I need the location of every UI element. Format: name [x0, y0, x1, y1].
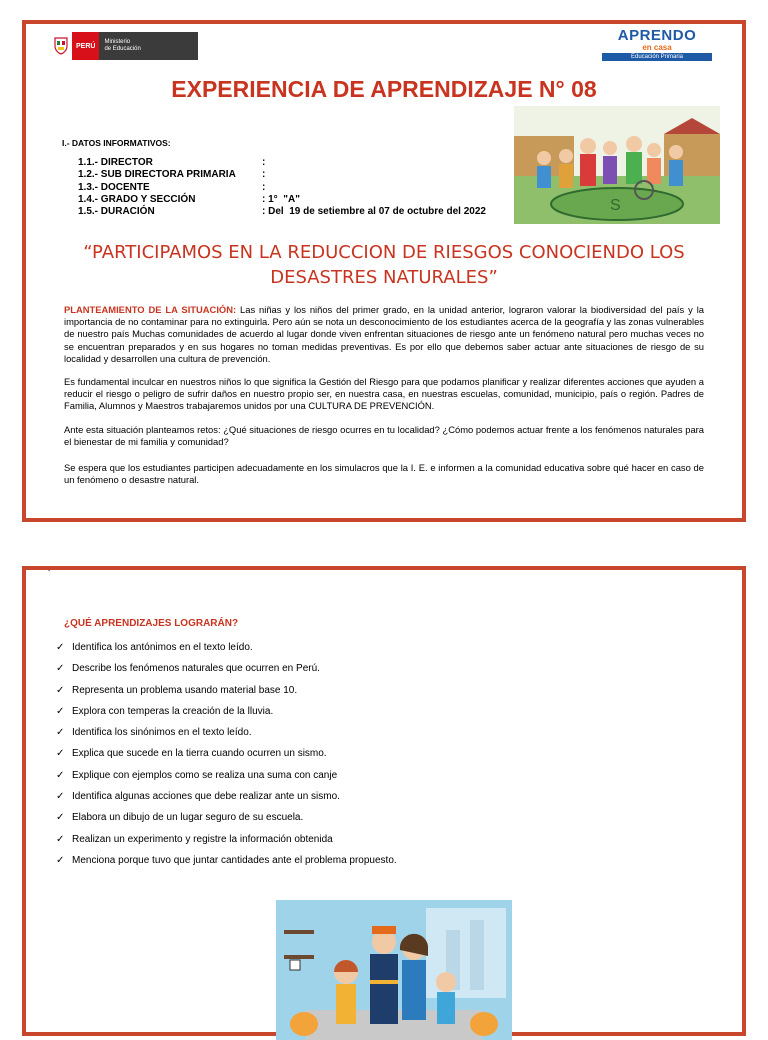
list-item — [56, 748, 397, 769]
peru-label: PERÚ — [72, 32, 99, 60]
paragraph: Es fundamental inculcar en nuestros niños lo que significa la Gestión del Riesgo para que podamos planificar y realizar diferentes acciones que ayuden a reducir el riesgo o peligro de sufrir daños en nuestro propio ser, en nuestra casa, en nuestras escuelas, comunidad, municipio, país o región. Padres de Familia, Alumnos y Maestros trabajaremos unidos por una CULTURA DE PREVENCIÓN. — [64, 376, 704, 412]
peru-shield-icon — [50, 32, 72, 60]
planteamiento-paragraph — [64, 304, 704, 365]
check-icon: ✓ — [56, 812, 65, 824]
datos-value: : Del 19 de setiembre al 07 de octubre del 2022 — [262, 206, 486, 218]
aprendizajes-heading: ¿QUÉ APRENDIZAJES LOGRARÁN? — [64, 618, 239, 629]
list-item — [56, 855, 397, 876]
page-mark: - — [48, 568, 51, 575]
svg-text:S: S — [610, 197, 621, 214]
datos-label: 1.3.- DOCENTE — [78, 181, 150, 193]
datos-label: 1.4.- GRADO Y SECCIÓN — [78, 193, 196, 205]
check-icon: ✓ — [56, 727, 65, 739]
paragraph: Ante esta situación planteamos retos: ¿Qué situaciones de riesgo ocurres en tu localidad? ¿Cómo podemos actuar frente a los fenómenos naturales para el bienestar de mi familia y comunidad? — [64, 424, 704, 448]
ministerio-line1: Ministerio — [104, 39, 131, 45]
aprendo-sub: en casa — [642, 43, 672, 52]
datos-value: : — [262, 181, 266, 193]
datos-row — [78, 182, 486, 194]
list-item-text: Menciona porque tuvo que juntar cantidades ante el problema propuesto. — [72, 854, 397, 866]
family-safety-illustration — [276, 900, 512, 1040]
paragraph: Se espera que los estudiantes participen adecuadamente en los simulacros que la I. E. e informen a la comunidad educativa sobre qué hacer en caso de un fenómeno o desastre natural. — [64, 462, 704, 486]
list-item-text: Representa un problema usando material base 10. — [72, 684, 298, 696]
check-icon: ✓ — [56, 663, 65, 675]
document-page-1 — [22, 20, 746, 522]
datos-row — [78, 194, 486, 206]
document-page-2 — [22, 566, 746, 1036]
list-item-text: Identifica algunas acciones que debe realizar ante un sismo. — [72, 791, 340, 803]
list-item — [56, 791, 397, 812]
list-item — [56, 812, 397, 833]
datos-label: 1.2.- SUB DIRECTORA PRIMARIA — [78, 169, 236, 181]
check-icon: ✓ — [56, 791, 65, 803]
list-item-text: Identifica los antónimos en el texto leído. — [72, 642, 253, 653]
check-icon: ✓ — [56, 642, 65, 653]
aprendo-en-casa-logo — [594, 28, 720, 62]
list-item — [56, 642, 397, 663]
datos-value: : 1° "A" — [262, 193, 300, 205]
list-item-text: Elabora un dibujo de un lugar seguro de su escuela. — [72, 812, 304, 824]
list-item-text: Identifica los sinónimos en el texto leído. — [72, 727, 252, 739]
datos-label: 1.5.- DURACIÓN — [78, 206, 155, 218]
datos-row — [78, 157, 486, 169]
aprendo-level: Educación Primaria — [602, 53, 712, 61]
situation-title: “PARTICIPAMOS EN LA REDUCCION DE RIESGOS CONOCIENDO LOS DESASTRES NATURALES” — [83, 242, 685, 288]
children-safe-zone-illustration — [514, 106, 720, 224]
datos-label: 1.1.- DIRECTOR — [78, 157, 153, 168]
list-item — [56, 663, 397, 684]
document-title: EXPERIENCIA DE APRENDIZAJE N° 08 — [171, 76, 597, 102]
list-item — [56, 770, 397, 791]
list-item-text: Realizan un experimento y registre la información obtenida — [72, 833, 333, 845]
check-icon: ✓ — [56, 833, 65, 845]
ministerio-line2: de Educación — [104, 46, 141, 52]
check-icon: ✓ — [56, 854, 65, 866]
planteamiento-text: Las niñas y los niños del primer grado, en la unidad anterior, lograron valorar la biodiversidad del país y la importancia de no contaminar para no extinguirla. Pero aún se nota un desconocimiento de los estudiantes acerca de la geografía y las zonas vulnerables de nuestro país Muchas comunidades de acuerdo al lugar donde viven enfrentan situaciones de riesgo ante un fenómeno natural pero muchas veces no se encuentran preparados y en sus hogares no toman medidas preventivas. Es por ello que debemos saber actuar ante situaciones de riesgo de su localidad y desarrollen una cultura de prevención. — [64, 304, 704, 364]
aprendizajes-list — [56, 642, 397, 876]
ministerio-label — [99, 32, 198, 60]
list-item — [56, 685, 397, 706]
datos-heading: I.- DATOS INFORMATIVOS: — [62, 138, 171, 148]
list-item-text: Describe los fenómenos naturales que ocurren en Perú. — [72, 663, 320, 675]
datos-row — [78, 206, 486, 218]
check-icon: ✓ — [56, 684, 65, 696]
check-icon: ✓ — [56, 748, 65, 760]
list-item-text: Explique con ejemplos como se realiza una suma con canje — [72, 769, 338, 781]
list-item-text: Explica que sucede en la tierra cuando ocurren un sismo. — [72, 748, 327, 760]
list-item-text: Explora con temperas la creación de la lluvia. — [72, 705, 274, 717]
minedu-logo — [50, 32, 198, 60]
list-item — [56, 727, 397, 748]
aprendo-title: APRENDO — [617, 27, 697, 44]
datos-value: : — [262, 157, 266, 168]
datos-list — [78, 157, 486, 218]
datos-value: : — [262, 169, 266, 181]
check-icon: ✓ — [56, 769, 65, 781]
planteamiento-label: PLANTEAMIENTO DE LA SITUACIÓN: — [64, 304, 237, 315]
list-item — [56, 706, 397, 727]
list-item — [56, 834, 397, 855]
check-icon: ✓ — [56, 705, 65, 717]
datos-row — [78, 169, 486, 181]
